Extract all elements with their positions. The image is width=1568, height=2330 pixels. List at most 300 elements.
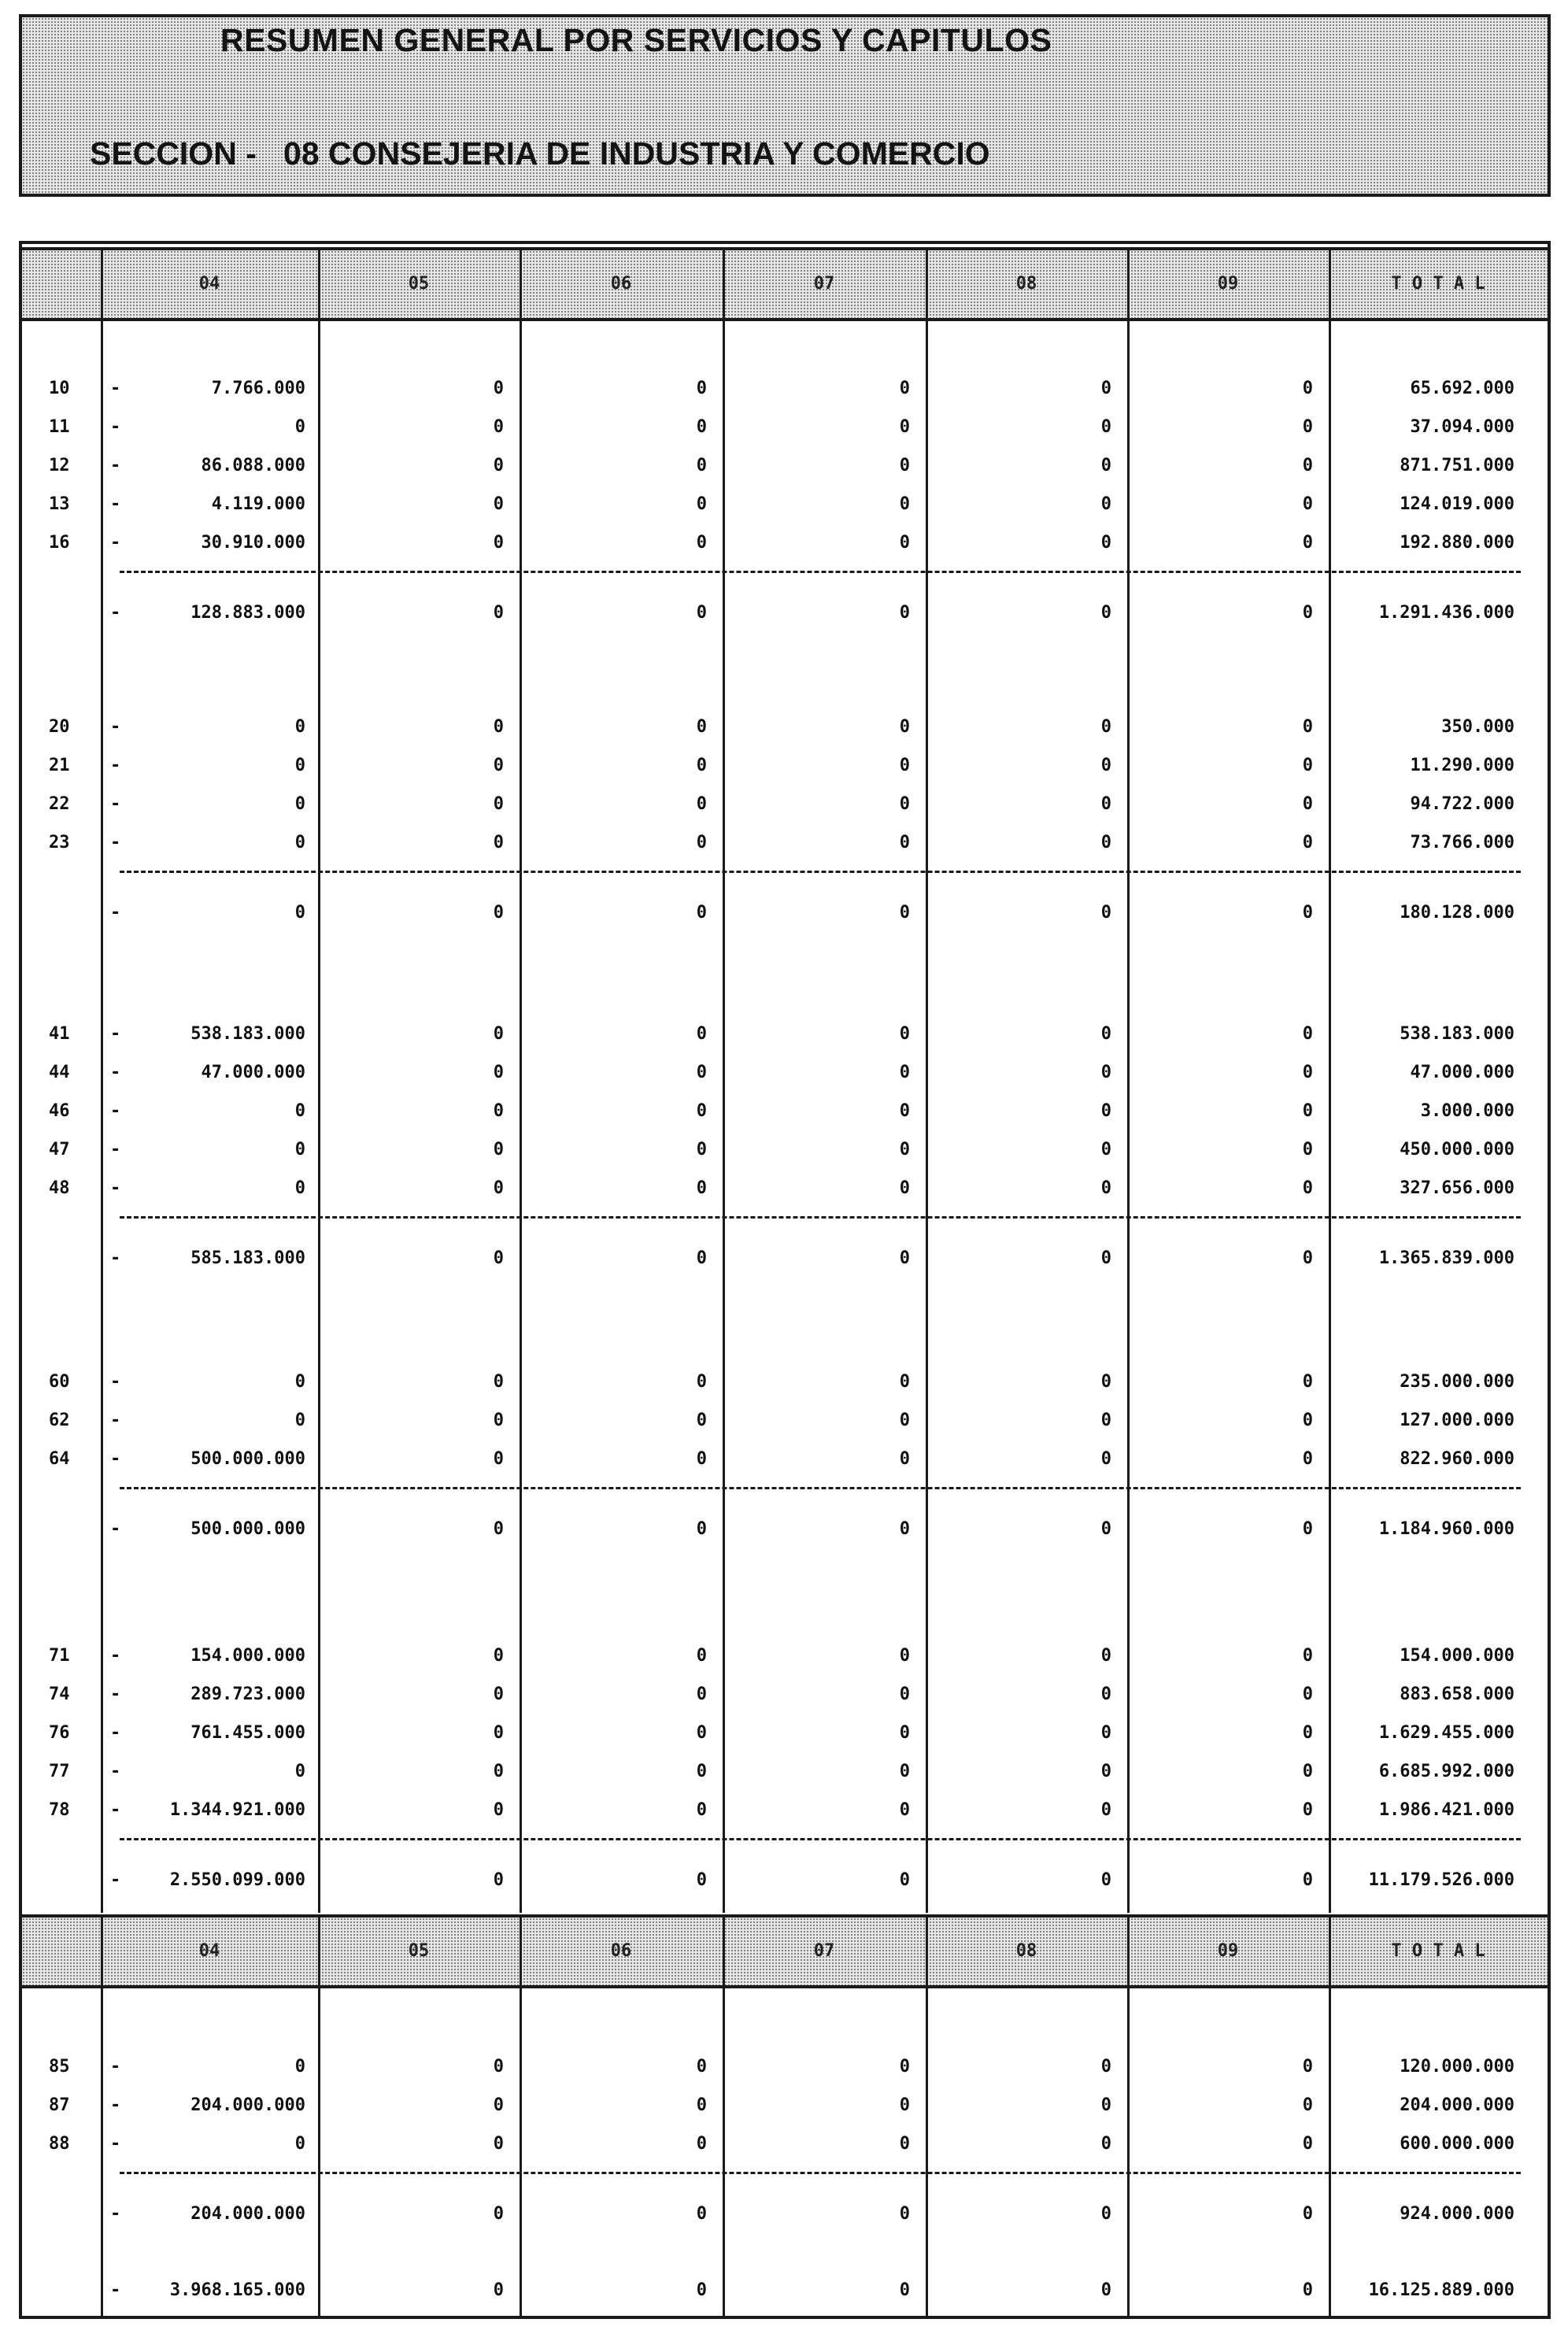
subtotal-row-value: 0 <box>1302 1870 1313 1890</box>
table-row-value: 0 <box>899 1723 910 1743</box>
subtotal-row-value: 0 <box>1302 1248 1313 1268</box>
row-dash: - <box>110 756 121 775</box>
row-dash: - <box>110 1762 121 1781</box>
table-row-value: 11.290.000 <box>1410 756 1514 775</box>
column-header-06: 06 <box>610 274 632 294</box>
table-row-value: 0 <box>294 833 305 852</box>
table-row-value: 0 <box>696 533 707 553</box>
table-row-value: 0 <box>493 1411 504 1430</box>
table-row-value: 154.000.000 <box>190 1646 305 1666</box>
row-dash: - <box>110 1140 121 1159</box>
subtotal-row-value: 0 <box>696 1519 707 1539</box>
table-row-value: 0 <box>493 1101 504 1121</box>
row-dash: - <box>110 1101 121 1121</box>
table-row-value: 0 <box>1100 533 1111 553</box>
header-column-divider <box>1127 250 1130 318</box>
header-column-divider <box>926 1918 928 1985</box>
table-row-code: 10 <box>49 379 70 398</box>
subtotal-row-value: 0 <box>1100 603 1111 623</box>
table-row-value: 0 <box>1100 456 1111 475</box>
table-row-value: 0 <box>696 379 707 398</box>
subtotal-row-value: 0 <box>294 903 305 923</box>
table-row-code: 13 <box>49 494 70 514</box>
table-row-value: 0 <box>493 1178 504 1198</box>
column-divider <box>101 1988 103 2319</box>
table-row-value: 0 <box>696 494 707 514</box>
table-row-value: 0 <box>1100 1178 1111 1198</box>
table-row-value: 0 <box>294 1411 305 1430</box>
table-row-code: 78 <box>49 1800 70 1820</box>
grand-total-row-value: 16.125.889.000 <box>1368 2280 1514 2300</box>
header-column-divider <box>101 1918 103 1985</box>
column-header-band <box>22 247 1548 321</box>
subtotal-row-value: 0 <box>899 603 910 623</box>
table-row-code: 64 <box>49 1449 70 1469</box>
subtotal-row-value: 0 <box>696 903 707 923</box>
subtotal-row-value: 585.183.000 <box>190 1248 305 1268</box>
column-header-band-continued <box>22 1914 1548 1988</box>
table-row-value: 0 <box>899 1178 910 1198</box>
table-row-code: 85 <box>49 2057 70 2077</box>
table-row-value: 0 <box>493 1800 504 1820</box>
subtotal-row-value: 0 <box>1302 1519 1313 1539</box>
table-row-value: 0 <box>493 1723 504 1743</box>
subtotal-row-value: 0 <box>1100 1870 1111 1890</box>
subtotal-row-value: 0 <box>1302 903 1313 923</box>
table-row-value: 4.119.000 <box>211 494 305 514</box>
header-column-divider <box>520 1918 522 1985</box>
row-dash: - <box>110 2280 121 2300</box>
table-row-value: 6.685.992.000 <box>1378 1762 1514 1781</box>
table-row-code: 20 <box>49 717 70 737</box>
table-row-value: 0 <box>1100 1723 1111 1743</box>
row-dash: - <box>110 1024 121 1044</box>
table-row-value: 0 <box>294 756 305 775</box>
table-row-value: 0 <box>899 1646 910 1666</box>
table-row-value: 0 <box>493 2057 504 2077</box>
table-row-value: 0 <box>493 379 504 398</box>
table-row-code: 21 <box>49 756 70 775</box>
table-row-value: 0 <box>899 1101 910 1121</box>
table-row-code: 76 <box>49 1723 70 1743</box>
table-row-value: 0 <box>899 379 910 398</box>
table-row-value: 0 <box>696 2095 707 2115</box>
table-row-value: 0 <box>696 1063 707 1082</box>
column-header-07: 07 <box>813 1941 835 1961</box>
row-dash: - <box>110 794 121 814</box>
row-dash: - <box>110 533 121 553</box>
row-dash: - <box>110 1063 121 1082</box>
table-row-value: 0 <box>696 833 707 852</box>
table-row-value: 871.751.000 <box>1400 456 1514 475</box>
table-row-value: 0 <box>1302 494 1313 514</box>
header-column-divider <box>723 250 725 318</box>
table-row-value: 0 <box>899 456 910 475</box>
row-dash: - <box>110 2204 121 2224</box>
subtotal-row-value: 11.179.526.000 <box>1368 1870 1514 1890</box>
table-row-code: 22 <box>49 794 70 814</box>
table-row-value: 0 <box>1302 1024 1313 1044</box>
table-row-value: 94.722.000 <box>1410 794 1514 814</box>
row-dash: - <box>110 1870 121 1890</box>
table-row-value: 0 <box>899 417 910 437</box>
subtotal-separator <box>120 1838 1521 1840</box>
subtotal-row-value: 180.128.000 <box>1400 903 1514 923</box>
table-row-value: 0 <box>493 756 504 775</box>
table-row-value: 0 <box>899 2057 910 2077</box>
table-row-value: 0 <box>1302 2057 1313 2077</box>
table-row-value: 0 <box>1302 1685 1313 1704</box>
subtotal-separator <box>120 2172 1521 2174</box>
table-row-value: 0 <box>1302 1140 1313 1159</box>
table-row-value: 0 <box>1100 417 1111 437</box>
row-dash: - <box>110 1800 121 1820</box>
table-row-code: 47 <box>49 1140 70 1159</box>
row-dash: - <box>110 1449 121 1469</box>
table-row-value: 0 <box>696 717 707 737</box>
subtotal-row-value: 924.000.000 <box>1400 2204 1514 2224</box>
table-row-value: 37.094.000 <box>1410 417 1514 437</box>
table-row-code: 62 <box>49 1411 70 1430</box>
table-row-value: 0 <box>1302 2134 1313 2154</box>
subtotal-row-value: 0 <box>493 1248 504 1268</box>
table-row-value: 0 <box>493 1646 504 1666</box>
table-row-value: 0 <box>493 1685 504 1704</box>
table-row-value: 0 <box>493 1449 504 1469</box>
row-dash: - <box>110 1372 121 1392</box>
subtotal-row-value: 0 <box>899 1870 910 1890</box>
table-row-value: 0 <box>1100 2057 1111 2077</box>
column-divider <box>101 321 103 1913</box>
subtotal-row-value: 0 <box>1302 2204 1313 2224</box>
table-row-value: 0 <box>696 1178 707 1198</box>
table-row-code: 23 <box>49 833 70 852</box>
header-column-divider <box>723 1918 725 1985</box>
header-column-divider <box>318 1918 320 1985</box>
table-row-value: 0 <box>899 1372 910 1392</box>
subtotal-row-value: 1.184.960.000 <box>1378 1519 1514 1539</box>
table-row-value: 0 <box>1100 833 1111 852</box>
table-row-value: 1.344.921.000 <box>169 1800 305 1820</box>
header-column-divider <box>318 250 320 318</box>
table-row-value: 0 <box>493 1024 504 1044</box>
table-row-value: 0 <box>899 1140 910 1159</box>
table-row-value: 204.000.000 <box>190 2095 305 2115</box>
table-row-code: 74 <box>49 1685 70 1704</box>
table-row-value: 0 <box>493 456 504 475</box>
row-dash: - <box>110 379 121 398</box>
table-row-value: 0 <box>493 1140 504 1159</box>
table-row-value: 350.000 <box>1441 717 1514 737</box>
table-row-value: 0 <box>294 1762 305 1781</box>
table-row-value: 0 <box>1302 1178 1313 1198</box>
table-row-value: 0 <box>1302 1063 1313 1082</box>
table-row-value: 0 <box>696 1372 707 1392</box>
subtotal-row-value: 0 <box>493 1870 504 1890</box>
subtotal-row-value: 128.883.000 <box>190 603 305 623</box>
header-column-divider <box>1329 250 1331 318</box>
table-row-code: 46 <box>49 1101 70 1121</box>
table-row-value: 0 <box>899 2095 910 2115</box>
grand-total-row-value: 0 <box>1302 2280 1313 2300</box>
subtotal-separator <box>120 571 1521 573</box>
table-row-value: 0 <box>294 794 305 814</box>
table-row-value: 0 <box>294 1101 305 1121</box>
table-row-value: 822.960.000 <box>1400 1449 1514 1469</box>
table-row-value: 0 <box>696 794 707 814</box>
table-row-value: 0 <box>1302 533 1313 553</box>
column-header-05: 05 <box>408 1941 430 1961</box>
table-row-value: 0 <box>493 717 504 737</box>
table-row-value: 0 <box>294 417 305 437</box>
header-column-divider <box>1329 1918 1331 1985</box>
section-title: SECCION - 08 CONSEJERIA DE INDUSTRIA Y COMERCIO <box>90 135 990 172</box>
table-row-code: 48 <box>49 1178 70 1198</box>
grand-total-row-value: 0 <box>899 2280 910 2300</box>
table-row-value: 0 <box>493 1063 504 1082</box>
table-row-value: 0 <box>899 533 910 553</box>
row-dash: - <box>110 2057 121 2077</box>
grand-total-row-value: 0 <box>696 2280 707 2300</box>
subtotal-row-value: 0 <box>696 1248 707 1268</box>
subtotal-row-value: 0 <box>899 2204 910 2224</box>
table-row-value: 1.629.455.000 <box>1378 1723 1514 1743</box>
table-row-value: 0 <box>493 2134 504 2154</box>
table-row-value: 0 <box>493 533 504 553</box>
column-header-04: 04 <box>198 274 220 294</box>
table-row-code: 88 <box>49 2134 70 2154</box>
table-row-value: 761.455.000 <box>190 1723 305 1743</box>
subtotal-row-value: 0 <box>493 1519 504 1539</box>
table-row-value: 0 <box>1302 1449 1313 1469</box>
table-row-code: 11 <box>49 417 70 437</box>
table-row-value: 235.000.000 <box>1400 1372 1514 1392</box>
table-row-code: 12 <box>49 456 70 475</box>
table-row-value: 0 <box>1100 2134 1111 2154</box>
table-row-value: 0 <box>899 2134 910 2154</box>
row-dash: - <box>110 2095 121 2115</box>
row-dash: - <box>110 1723 121 1743</box>
table-row-value: 0 <box>1100 717 1111 737</box>
table-row-value: 0 <box>294 1372 305 1392</box>
table-row-value: 120.000.000 <box>1400 2057 1514 2077</box>
header-column-divider <box>926 250 928 318</box>
table-row-value: 0 <box>1100 1800 1111 1820</box>
subtotal-separator <box>120 1216 1521 1219</box>
table-row-value: 0 <box>1302 417 1313 437</box>
table-row-value: 0 <box>1302 379 1313 398</box>
table-row-value: 0 <box>1302 1762 1313 1781</box>
table-row-value: 0 <box>493 2095 504 2115</box>
column-header-total: T O T A L <box>1391 1941 1485 1961</box>
table-row-value: 0 <box>899 1800 910 1820</box>
column-header-05: 05 <box>408 274 430 294</box>
table-row-value: 0 <box>696 417 707 437</box>
row-dash: - <box>110 1519 121 1539</box>
subtotal-row-value: 0 <box>899 1248 910 1268</box>
column-header-07: 07 <box>813 274 835 294</box>
subtotal-row-value: 1.365.839.000 <box>1378 1248 1514 1268</box>
subtotal-row-value: 1.291.436.000 <box>1378 603 1514 623</box>
column-header-08: 08 <box>1015 274 1037 294</box>
table-row-value: 0 <box>493 833 504 852</box>
table-row-value: 0 <box>696 1411 707 1430</box>
table-row-value: 0 <box>1302 2095 1313 2115</box>
table-row-value: 0 <box>1100 1411 1111 1430</box>
column-header-09: 09 <box>1217 274 1239 294</box>
table-row-value: 7.766.000 <box>211 379 305 398</box>
table-row-value: 0 <box>1302 833 1313 852</box>
table-row-value: 450.000.000 <box>1400 1140 1514 1159</box>
table-row-value: 0 <box>899 1762 910 1781</box>
table-row-value: 0 <box>696 1024 707 1044</box>
row-dash: - <box>110 1411 121 1430</box>
table-row-value: 0 <box>1100 1449 1111 1469</box>
table-row-value: 0 <box>294 1140 305 1159</box>
table-row-value: 500.000.000 <box>190 1449 305 1469</box>
subtotal-row-value: 0 <box>1100 2204 1111 2224</box>
header-column-divider <box>1127 1918 1130 1985</box>
table-row-code: 71 <box>49 1646 70 1666</box>
table-row-value: 0 <box>1100 794 1111 814</box>
table-row-value: 0 <box>1302 794 1313 814</box>
table-row-value: 0 <box>696 1646 707 1666</box>
table-row-value: 0 <box>696 1723 707 1743</box>
subtotal-row-value: 0 <box>696 2204 707 2224</box>
table-row-value: 0 <box>899 833 910 852</box>
table-row-value: 883.658.000 <box>1400 1685 1514 1704</box>
subtotal-row-value: 0 <box>493 903 504 923</box>
column-header-total: T O T A L <box>1391 274 1485 294</box>
row-dash: - <box>110 1685 121 1704</box>
table-row-value: 127.000.000 <box>1400 1411 1514 1430</box>
row-dash: - <box>110 1646 121 1666</box>
table-row-value: 3.000.000 <box>1420 1101 1514 1121</box>
column-header-04: 04 <box>198 1941 220 1961</box>
subtotal-row-value: 500.000.000 <box>190 1519 305 1539</box>
title-banner <box>19 14 1551 197</box>
table-row-value: 0 <box>899 494 910 514</box>
row-dash: - <box>110 833 121 852</box>
row-dash: - <box>110 417 121 437</box>
table-row-value: 1.986.421.000 <box>1378 1800 1514 1820</box>
table-row-value: 0 <box>696 756 707 775</box>
subtotal-row-value: 0 <box>1100 903 1111 923</box>
subtotal-row-value: 0 <box>899 1519 910 1539</box>
grand-total-row-value: 0 <box>1100 2280 1111 2300</box>
table-row-value: 0 <box>493 794 504 814</box>
table-row-value: 0 <box>1302 1101 1313 1121</box>
table-row-value: 47.000.000 <box>1410 1063 1514 1082</box>
subtotal-separator <box>120 1487 1521 1489</box>
table-row-value: 0 <box>899 1063 910 1082</box>
report-title: RESUMEN GENERAL POR SERVICIOS Y CAPITULOS <box>220 22 1052 58</box>
row-dash: - <box>110 1248 121 1268</box>
table-row-value: 0 <box>899 1685 910 1704</box>
row-dash: - <box>110 456 121 475</box>
table-row-value: 0 <box>1100 1372 1111 1392</box>
subtotal-row-value: 0 <box>899 903 910 923</box>
table-row-code: 60 <box>49 1372 70 1392</box>
column-header-08: 08 <box>1015 1941 1037 1961</box>
row-dash: - <box>110 494 121 514</box>
table-row-value: 0 <box>1302 1723 1313 1743</box>
table-row-value: 0 <box>696 1140 707 1159</box>
table-row-value: 0 <box>899 717 910 737</box>
table-row-value: 0 <box>294 2134 305 2154</box>
table-row-value: 0 <box>1100 1140 1111 1159</box>
table-row-value: 0 <box>1302 456 1313 475</box>
table-row-value: 0 <box>696 456 707 475</box>
table-row-value: 0 <box>899 1449 910 1469</box>
table-row-code: 41 <box>49 1024 70 1044</box>
table-row-value: 0 <box>1100 379 1111 398</box>
table-row-value: 0 <box>1100 1685 1111 1704</box>
table-row-value: 0 <box>696 1449 707 1469</box>
table-row-value: 0 <box>1100 494 1111 514</box>
table-row-value: 0 <box>696 1762 707 1781</box>
table-row-value: 0 <box>1100 1646 1111 1666</box>
row-dash: - <box>110 717 121 737</box>
table-row-value: 289.723.000 <box>190 1685 305 1704</box>
table-row-value: 0 <box>899 1411 910 1430</box>
table-row-value: 0 <box>1302 1800 1313 1820</box>
table-row-value: 0 <box>294 717 305 737</box>
header-column-divider <box>520 250 522 318</box>
table-row-value: 600.000.000 <box>1400 2134 1514 2154</box>
grand-total-row-value: 0 <box>493 2280 504 2300</box>
header-column-divider <box>101 250 103 318</box>
grand-total-row-value: 3.968.165.000 <box>169 2280 305 2300</box>
table-row-code: 87 <box>49 2095 70 2115</box>
column-header-09: 09 <box>1217 1941 1239 1961</box>
table-row-value: 327.656.000 <box>1400 1178 1514 1198</box>
table-row-value: 0 <box>696 2134 707 2154</box>
table-row-value: 0 <box>1100 2095 1111 2115</box>
table-row-value: 538.183.000 <box>1400 1024 1514 1044</box>
table-row-value: 0 <box>899 794 910 814</box>
table-row-value: 538.183.000 <box>190 1024 305 1044</box>
table-row-value: 124.019.000 <box>1400 494 1514 514</box>
table-row-value: 0 <box>294 2057 305 2077</box>
table-row-value: 0 <box>696 1800 707 1820</box>
row-dash: - <box>110 1178 121 1198</box>
row-dash: - <box>110 2134 121 2154</box>
table-row-value: 0 <box>899 756 910 775</box>
table-row-value: 65.692.000 <box>1410 379 1514 398</box>
table-row-code: 44 <box>49 1063 70 1082</box>
table-row-value: 0 <box>696 2057 707 2077</box>
table-row-value: 0 <box>696 1685 707 1704</box>
table-row-code: 16 <box>49 533 70 553</box>
table-row-value: 0 <box>493 1372 504 1392</box>
subtotal-row-value: 0 <box>1100 1519 1111 1539</box>
table-row-code: 77 <box>49 1762 70 1781</box>
table-row-value: 0 <box>493 494 504 514</box>
table-row-value: 154.000.000 <box>1400 1646 1514 1666</box>
table-row-value: 192.880.000 <box>1400 533 1514 553</box>
row-dash: - <box>110 903 121 923</box>
table-row-value: 0 <box>294 1178 305 1198</box>
table-row-value: 0 <box>1100 1063 1111 1082</box>
table-row-value: 0 <box>696 1101 707 1121</box>
subtotal-row-value: 0 <box>1302 603 1313 623</box>
subtotal-row-value: 0 <box>493 2204 504 2224</box>
row-dash: - <box>110 603 121 623</box>
table-row-value: 0 <box>1100 756 1111 775</box>
subtotal-row-value: 2.550.099.000 <box>169 1870 305 1890</box>
subtotal-row-value: 0 <box>696 603 707 623</box>
